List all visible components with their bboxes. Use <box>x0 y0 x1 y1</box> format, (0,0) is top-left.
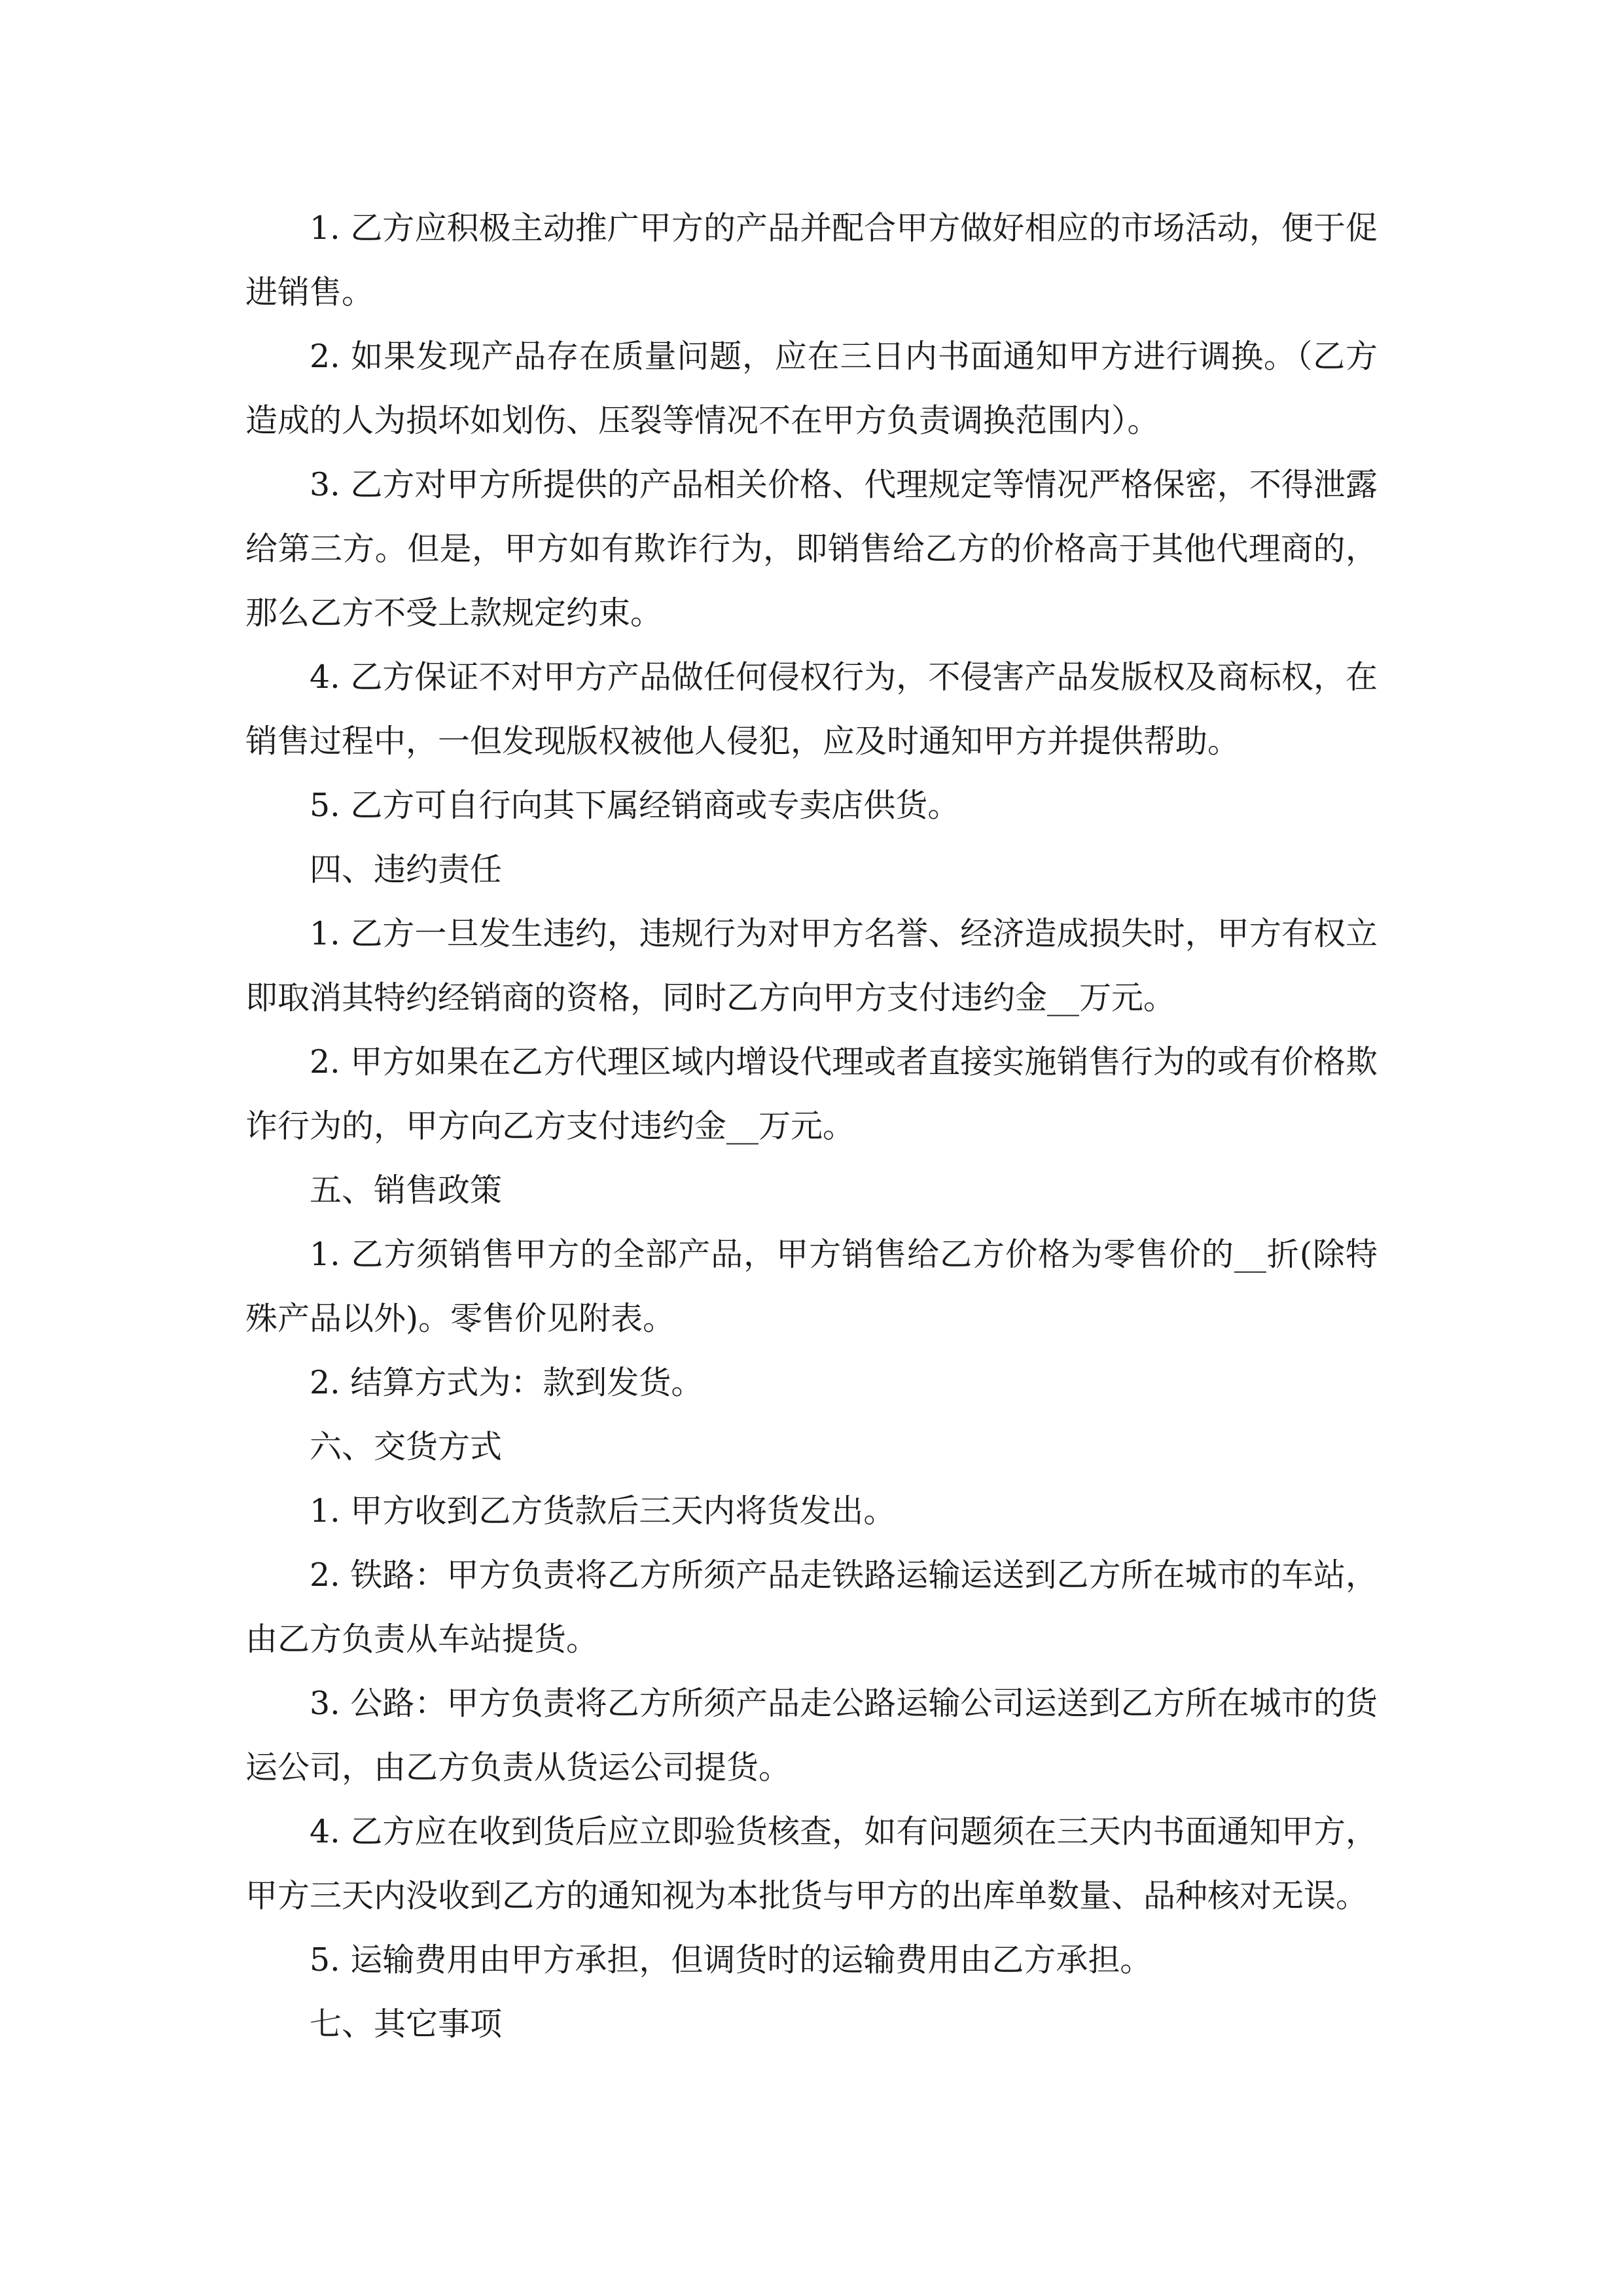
clause-6-2: 2. 铁路：甲方负责将乙方所须产品走铁路运输运送到乙方所在城市的车站，由乙方负责从车站提货。 <box>245 1556 1378 1658</box>
section-heading-7: 七、其它事项 <box>310 2005 503 2043</box>
section-heading-6: 六、交货方式 <box>310 1428 503 1465</box>
clause-3-2: 2. 如果发现产品存在质量问题，应在三日内书面通知甲方进行调换。（乙方造成的人为损坏如划伤、压裂等情况不在甲方负责调换范围内）。 <box>245 338 1378 439</box>
clause-3-4: 4. 乙方保证不对甲方产品做任何侵权行为，不侵害产品发版权及商标权，在销售过程中，一但发现版权被他人侵犯，应及时通知甲方并提供帮助。 <box>245 658 1378 760</box>
clause-5-1: 1. 乙方须销售甲方的全部产品，甲方销售给乙方价格为零售价的__折(除特殊产品以外)。零售价见附表。 <box>245 1236 1378 1337</box>
clause-3-3: 3. 乙方对甲方所提供的产品相关价格、代理规定等情况严格保密，不得泄露给第三方。但是，甲方如有欺诈行为，即销售给乙方的价格高于其他代理商的，那么乙方不受上款规定约束。 <box>245 466 1378 632</box>
clause-6-3: 3. 公路：甲方负责将乙方所须产品走公路运输公司运送到乙方所在城市的货运公司，由乙方负责从货运公司提货。 <box>245 1685 1378 1786</box>
clause-4-1: 1. 乙方一旦发生违约，违规行为对甲方名誉、经济造成损失时，甲方有权立即取消其特约经销商的资格，同时乙方向甲方支付违约金__万元。 <box>245 915 1378 1016</box>
clause-5-2: 2. 结算方式为：款到发货。 <box>310 1364 704 1401</box>
section-heading-4: 四、违约责任 <box>310 851 503 888</box>
document-body <box>245 196 1378 2056</box>
section-heading-5: 五、销售政策 <box>310 1172 503 1209</box>
clause-6-1: 1. 甲方收到乙方货款后三天内将货发出。 <box>310 1492 896 1530</box>
clause-3-1: 1. 乙方应积极主动推广甲方的产品并配合甲方做好相应的市场活动，便于促进销售。 <box>245 209 1378 311</box>
clause-6-5: 5. 运输费用由甲方承担，但调货时的运输费用由乙方承担。 <box>310 1941 1152 1979</box>
clause-3-5: 5. 乙方可自行向其下属经销商或专卖店供货。 <box>310 787 960 824</box>
clause-4-2: 2. 甲方如果在乙方代理区域内增设代理或者直接实施销售行为的或有价格欺诈行为的，甲方向乙方支付违约金__万元。 <box>245 1043 1378 1145</box>
clause-6-4: 4. 乙方应在收到货后应立即验货核查，如有问题须在三天内书面通知甲方，甲方三天内没收到乙方的通知视为本批货与甲方的出库单数量、品种核对无误。 <box>245 1813 1378 1914</box>
